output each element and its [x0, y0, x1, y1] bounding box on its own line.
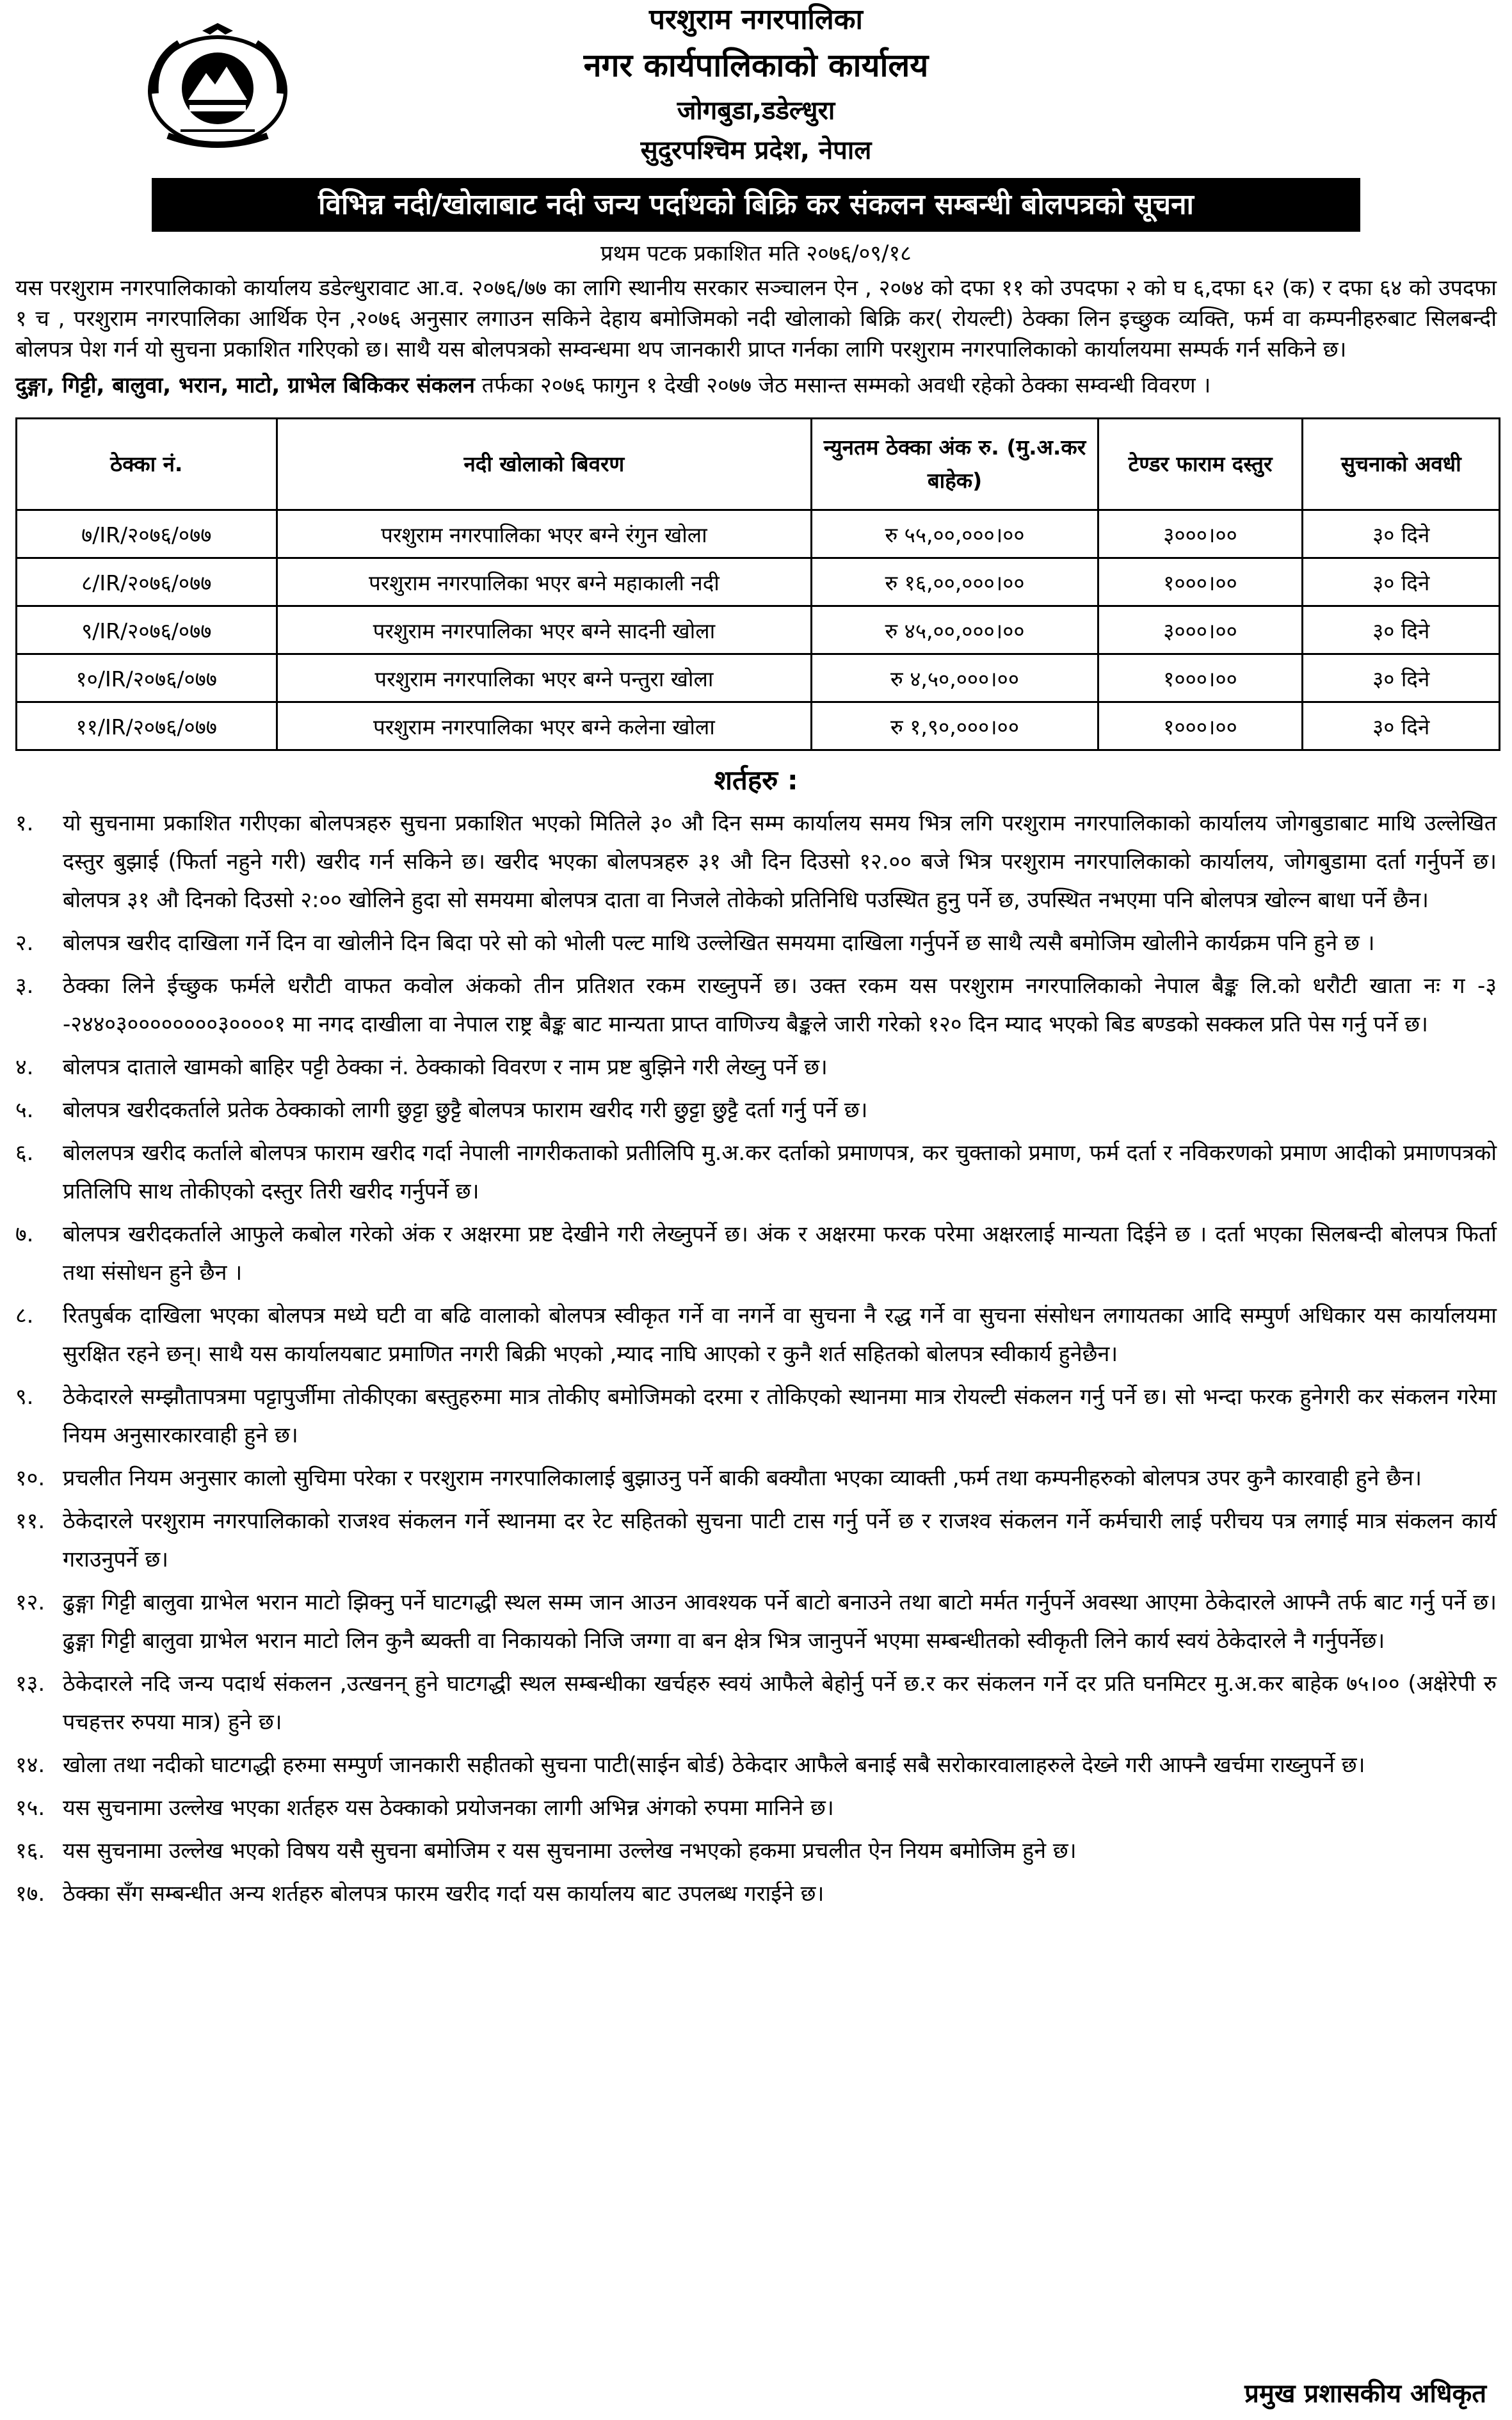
office-address: जोगबुडा,डडेल्धुरा	[677, 96, 835, 125]
table-cell: ३० दिने	[1303, 606, 1500, 654]
condition-text: ठेक्का सँग सम्बन्धीत अन्य शर्तहरु बोलपत्र फारम खरीद गर्दा यस कार्यालय बाट उपलब्ध गराईने छ।	[63, 1881, 824, 1907]
tender-table	[15, 417, 1500, 751]
table-row	[17, 558, 1500, 606]
condition-number: १७.	[15, 1881, 45, 1907]
scope-paragraph	[15, 370, 1497, 401]
intro-paragraph: यस परशुराम नगरपालिकाको कार्यालय डडेल्धुरावाट आ.व. २०७६/७७ का लागि स्थानीय सरकार सञ्चालन ऐन , २०७४ को दफा ११ को उपदफा २ को घ ६,दफा ६२ (क) र दफा ६४ को उपदफा १ च , परशुराम नगरपालिका आर्थिक ऐन ,२०७६ अनुसार लगाउन सकिने देहाय बमोजिमको नदी खोलाको बिक्रि कर( रोयल्टी) ठेक्का लिन इच्छुक व्यक्ति, फर्म वा कम्पनीहरुबाट सिलबन्दी बोलपत्र पेश गर्न यो सुचना प्रकाशित गरिएको छ। साथै यस बोलपत्रको सम्वन्धमा थप जानकारी प्राप्त गर्नका लागि परशुराम नगरपालिकाको कार्यालयमा सम्पर्क गर्न सकिने छ।	[15, 275, 1497, 362]
condition-item	[15, 1583, 1497, 1660]
scope-bold: दुङ्गा, गिट्टी, बालुवा, भरान, माटो, ग्राभेल बिकिकर संकलन	[15, 373, 475, 398]
table-cell: ३० दिने	[1303, 558, 1500, 606]
condition-item	[15, 1502, 1497, 1579]
nepal-government-emblem-icon	[142, 22, 293, 150]
office-province: सुदुरपश्चिम प्रदेश, नेपाल	[640, 136, 872, 165]
condition-text: प्रचलीत नियम अनुसार कालो सुचिमा परेका र परशुराम नगरपालिकालाई बुझाउनु पर्ने बाकी बक्यौता भएका व्याक्ती ,फर्म तथा कम्पनीहरुको बोलपत्र उपर कुनै कारवाही हुने छैन।	[63, 1465, 1422, 1491]
condition-item	[15, 1134, 1497, 1211]
column-header: टेण्डर फाराम दस्तुर	[1098, 419, 1303, 510]
condition-item	[15, 804, 1497, 919]
table-row	[17, 510, 1500, 558]
table-cell: परशुराम नगरपालिका भएर बग्ने महाकाली नदी	[277, 558, 812, 606]
condition-item	[15, 1091, 1497, 1129]
table-cell: ३० दिने	[1303, 510, 1500, 558]
conditions-list	[15, 804, 1497, 1913]
condition-number: ३.	[15, 973, 34, 999]
table-cell: १०/IR/२०७६/०७७	[17, 654, 277, 702]
table-cell: रु १६,००,०००।००	[812, 558, 1098, 606]
published-date: प्रथम पटक प्रकाशित मति २०७६/०९/१८	[600, 241, 912, 266]
table-cell: १०००।००	[1098, 558, 1303, 606]
table-cell: रु १,९०,०००।००	[812, 702, 1098, 750]
condition-number: २.	[15, 930, 34, 956]
condition-item	[15, 1665, 1497, 1741]
table-cell: १०००।००	[1098, 654, 1303, 702]
condition-number: १६.	[15, 1838, 45, 1864]
table-cell: परशुराम नगरपालिका भएर बग्ने कलेना खोला	[277, 702, 812, 750]
condition-item	[15, 1746, 1497, 1784]
condition-number: ६.	[15, 1140, 34, 1166]
condition-text: खोला तथा नदीको घाटगद्धी हरुमा सम्पुर्ण जानकारी सहीतको सुचना पाटी(साईन बोर्ड) ठेकेदार आफैले बनाई सबै सरोकारवालाहरुले देख्ने गरी आफ्नै खर्चमा राख्नुपर्ने छ।	[63, 1752, 1365, 1778]
condition-text: ठेकेदारले सम्झौतापत्रमा पट्टापुर्जीमा तोकीएका बस्तुहरुमा मात्र तोकीए बमोजिमको दरमा र तोकिएको स्थानमा मात्र रोयल्टी संकलन गर्नु पर्ने छ। सो भन्दा फरक हुनेगरी कर संकलन गरेमा नियम अनुसारकारवाही हुने छ।	[63, 1384, 1497, 1448]
table-cell: रु ५५,००,०००।००	[812, 510, 1098, 558]
condition-number: ४.	[15, 1054, 34, 1080]
table-cell: रु ४५,००,०००।००	[812, 606, 1098, 654]
condition-number: ९.	[15, 1384, 34, 1410]
table-cell: ७/IR/२०७६/०७७	[17, 510, 277, 558]
office-name: नगर कार्यपालिकाको कार्यालय	[583, 47, 929, 84]
condition-text: यो सुचनामा प्रकाशित गरीएका बोलपत्रहरु सुचना प्रकाशित भएको मितिले ३० औ दिन सम्म कार्यालय समय भित्र लगि परशुराम नगरपालिकाको कार्यालय जोगबुडाबाट माथि उल्लेखित दस्तुर बुझाई (फिर्ता नहुने गरी) खरीद गर्न सकिने छ। खरीद भएका बोलपत्रहरु ३१ औ दिन दिउसो १२.०० बजे भित्र परशुराम नगरपालिकाको कार्यालय, जोगबुडामा दर्ता गर्नुपर्ने छ। बोलपत्र ३१ औ दिनको दिउसो २:०० खोलिने हुदा सो समयमा बोलपत्र दाता वा निजले तोकेको प्रतिनिधि पउस्थित हुनु पर्ने छ, उपस्थित नभएमा पनि बोलपत्र खोल्न बाधा पर्ने छैन।	[63, 811, 1497, 913]
condition-number: ७.	[15, 1222, 34, 1247]
condition-text: बोलपत्र खरीदकर्ताले प्रतेक ठेक्काको लागी छुट्टा छुट्टै बोलपत्र फाराम खरीद गरी छुट्टा छुट्टै दर्ता गर्नु पर्ने छ।	[63, 1097, 868, 1123]
condition-item	[15, 1215, 1497, 1292]
table-cell: १०००।००	[1098, 702, 1303, 750]
table-row	[17, 654, 1500, 702]
table-cell: ३० दिने	[1303, 654, 1500, 702]
condition-text: बोलपत्र खरीदकर्ताले आफुले कबोल गरेको अंक र अक्षरमा प्रष्ट देखीने गरी लेख्नुपर्ने छ। अंक र अक्षरमा फरक परेमा अक्षरलाई मान्यता दिईने छ । दर्ता भएका सिलबन्दी बोलपत्र फिर्ता तथा संसोधन हुने छैन ।	[63, 1222, 1497, 1286]
condition-number: १४.	[15, 1752, 45, 1778]
table-cell: ८/IR/२०७६/०७७	[17, 558, 277, 606]
notice-title: विभिन्न नदी/खोलाबाट नदी जन्य पर्दाथको बिक्रि कर संकलन सम्बन्धी बोलपत्रको सूचना	[152, 178, 1360, 232]
table-cell: ११/IR/२०७६/०७७	[17, 702, 277, 750]
condition-text: बोललपत्र खरीद कर्ताले बोलपत्र फाराम खरीद गर्दा नेपाली नागरीकताको प्रतीलिपि मु.अ.कर दर्ताको प्रमाणपत्र, कर चुक्ताको प्रमाण, फर्म दर्ता र नविकरणको प्रमाण आदीको प्रमाणपत्रको प्रतिलिपि साथ तोकीएको दस्तुर तिरी खरीद गर्नुपर्ने छ।	[63, 1140, 1497, 1204]
table-cell: परशुराम नगरपालिका भएर बग्ने पन्तुरा खोला	[277, 654, 812, 702]
condition-number: ८.	[15, 1303, 34, 1328]
scope-rest: तर्फका २०७६ फागुन १ देखी २०७७ जेठ मसान्त सम्मको अवधी रहेको ठेक्का सम्वन्धी विवरण ।	[474, 373, 1211, 398]
condition-number: १३.	[15, 1671, 45, 1697]
condition-text: यस सुचनामा उल्लेख भएका शर्तहरु यस ठेक्काको प्रयोजनका लागी अभिन्न अंगको रुपमा मानिने छ।	[63, 1795, 834, 1821]
condition-item	[15, 1832, 1497, 1870]
condition-text: ढुङ्गा गिट्टी बालुवा ग्राभेल भरान माटो झिक्नु पर्ने घाटगद्धी स्थल सम्म जान आउन आवश्यक पर्ने बाटो बनाउने तथा बाटो मर्मत गर्नुपर्ने अवस्था आएमा ठेकेदारले आफ्नै तर्फ बाट गर्नु पर्ने छ। ढुङ्गा गिट्टी बालुवा ग्राभेल भरान माटो लिन कुनै ब्यक्ती वा निकायको निजि जग्गा वा बन क्षेत्र भित्र जानुपर्ने भएमा सम्बन्धीतको स्वीकृती लिने कार्य स्वयं ठेकेदारले नै गर्नुपर्नेछ।	[63, 1590, 1497, 1654]
condition-number: ११.	[15, 1508, 45, 1534]
table-row	[17, 606, 1500, 654]
condition-number: १५.	[15, 1795, 45, 1821]
signature-title: प्रमुख प्रशासकीय अधिकृत	[1244, 2379, 1486, 2408]
table-cell: ३०००।००	[1098, 510, 1303, 558]
condition-number: १२.	[15, 1590, 45, 1615]
condition-text: यस सुचनामा उल्लेख भएको विषय यसै सुचना बमोजिम र यस सुचनामा उल्लेख नभएको हकमा प्रचलीत ऐन नियम बमोजिम हुने छ।	[63, 1838, 1077, 1864]
condition-text: ठेक्का लिने ईच्छुक फर्मले धरौटी वाफत कवोल अंकको तीन प्रतिशत रकम राख्नुपर्ने छ। उक्त रकम यस परशुराम नगरपालिकाको नेपाल बैङ्क लि.को धरौटी खाता नः ग -३ -२४४०३००००००००३००००१ मा नगद दाखीला वा नेपाल राष्ट्र बैङ्क बाट मान्यता प्राप्त वाणिज्य बैङ्कले जारी गरेको १२० दिन म्याद भएको बिड बण्डको सक्कल प्रति पेस गर्नु पर्ने छ।	[63, 973, 1497, 1037]
condition-item	[15, 1296, 1497, 1373]
table-cell: ९/IR/२०७६/०७७	[17, 606, 277, 654]
condition-item	[15, 1789, 1497, 1827]
condition-text: ठेकेदारले नदि जन्य पदार्थ संकलन ,उत्खनन् हुने घाटगद्धी स्थल सम्बन्धीका खर्चहरु स्वयं आफैले बेहोर्नु पर्ने छ.र कर संकलन गर्ने दर प्रति घनमिटर मु.अ.कर बाहेक ७५।०० (अक्षेरेपी रु पचहत्तर रुपया मात्र) हुने छ।	[63, 1671, 1497, 1735]
column-header: नदी खोलाको बिवरण	[277, 419, 812, 510]
condition-text: रितपुर्बक दाखिला भएका बोलपत्र मध्ये घटी वा बढि वालाको बोलपत्र स्वीकृत गर्ने वा नगर्ने वा सुचना नै रद्ध गर्ने वा सुचना संसोधन लगायतका आदि सम्पुर्ण अधिकार यस कार्यालयमा सुरक्षित रहने छन्। साथै यस कार्यालयबाट प्रमाणित नगरी बिक्री भएको ,म्याद नाघि आएको र कुनै शर्त सहितको बोलपत्र स्वीकार्य हुनेछैन।	[63, 1303, 1497, 1367]
table-cell: परशुराम नगरपालिका भएर बग्ने रंगुन खोला	[277, 510, 812, 558]
condition-item	[15, 1048, 1497, 1086]
condition-text: बोलपत्र खरीद दाखिला गर्ने दिन वा खोलीने दिन बिदा परे सो को भोली पल्ट माथि उल्लेखित समयमा दाखिला गर्नुपर्ने छ साथै त्यसै बमोजिम खोलीने कार्यक्रम पनि हुने छ ।	[63, 930, 1375, 956]
condition-text: ठेकेदारले परशुराम नगरपालिकाको राजश्व संकलन गर्ने स्थानमा दर रेट सहितको सुचना पाटी टास गर्नु पर्ने छ र राजश्व संकलन गर्ने कर्मचारी लाई परीचय पत्र लगाई मात्र संकलन कार्य गराउनुपर्ने छ।	[63, 1508, 1497, 1572]
column-header: न्युनतम ठेक्का अंक रु. (मु.अ.कर बाहेक)	[812, 419, 1098, 510]
condition-item	[15, 1459, 1497, 1497]
table-row	[17, 702, 1500, 750]
table-header-row	[17, 419, 1500, 510]
table-cell: ३०००।००	[1098, 606, 1303, 654]
conditions-heading: शर्तहरु :	[714, 764, 798, 796]
table-cell: परशुराम नगरपालिका भएर बग्ने सादनी खोला	[277, 606, 812, 654]
condition-number: १०.	[15, 1465, 45, 1491]
condition-item	[15, 1875, 1497, 1913]
condition-number: १.	[15, 811, 34, 836]
table-cell: रु ४,५०,०००।००	[812, 654, 1098, 702]
municipality-name: परशुराम नगरपालिका	[649, 3, 863, 36]
condition-text: बोलपत्र दाताले खामको बाहिर पट्टी ठेक्का नं. ठेक्काको विवरण र नाम प्रष्ट बुझिने गरी लेख्नु पर्ने छ।	[63, 1054, 828, 1080]
column-header: ठेक्का नं.	[17, 419, 277, 510]
condition-item	[15, 1378, 1497, 1455]
condition-item	[15, 967, 1497, 1044]
table-cell: ३० दिने	[1303, 702, 1500, 750]
condition-number: ५.	[15, 1097, 34, 1123]
condition-item	[15, 924, 1497, 962]
column-header: सुचनाको अवधी	[1303, 419, 1500, 510]
